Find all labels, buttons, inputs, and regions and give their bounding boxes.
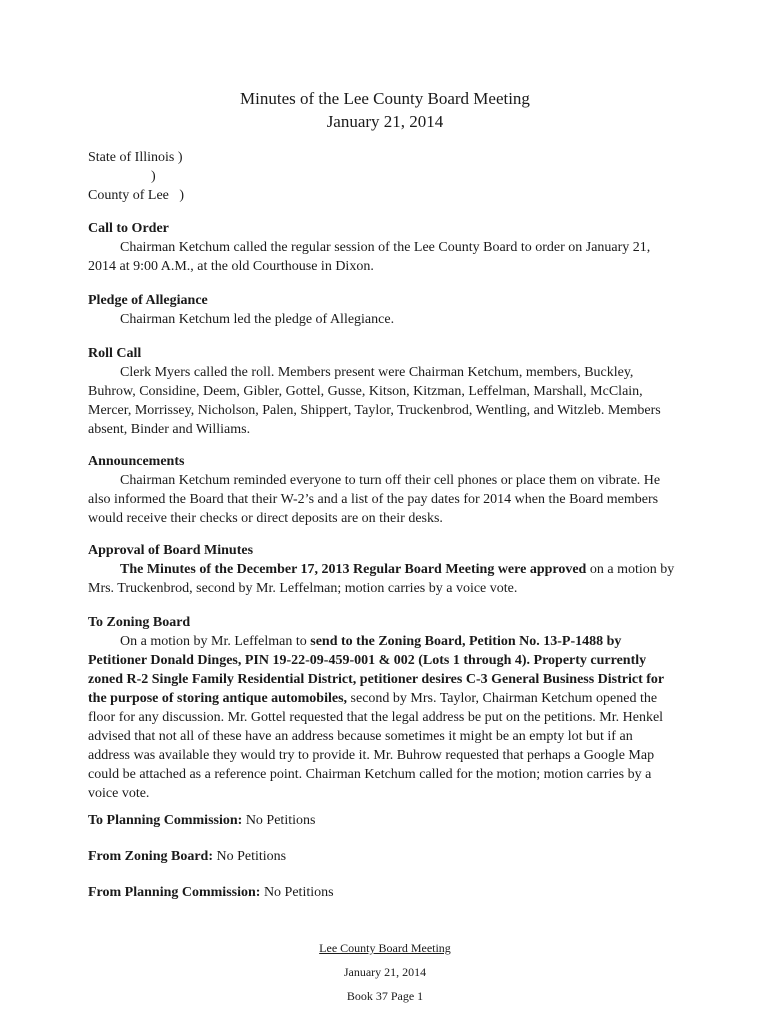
from-zoning-line — [88, 847, 676, 866]
venue-state: State of Illinois ) — [88, 150, 183, 165]
section-heading: To Zoning Board — [88, 615, 191, 630]
section-text: Clerk Myers called the roll. Members present were Chairman Ketchum, members, Buckley, Buhrow, Considine, Deem, Gibler, Gottel, Gusse, Kitson, Kitzman, Leffelman, Marshall, McClain, Mercer, Morrissey, Nicholson, Palen, Shippert, Taylor, Truckenbrod, Wentling, and Witzleb. Members absent, Binder and Williams. — [88, 365, 661, 437]
section-announcements — [88, 452, 676, 528]
venue-county: County of Lee ) — [88, 188, 185, 203]
approval-bold-text: The Minutes of the December 17, 2013 Regular Board Meeting were approved — [120, 562, 587, 577]
from-zoning-label: From Zoning Board: — [88, 849, 213, 864]
section-text — [88, 632, 676, 803]
section-heading: Call to Order — [88, 221, 169, 236]
zoning-rest-text: second by Mrs. Taylor, Chairman Ketchum opened the floor for any discussion. Mr. Gottel requested that the legal address be put on the petitions. Mr. Henkel advised that not all of these have an address because sometimes it might be an empty lot but if an address was available they would try to provide it. Mr. Buhrow requested that perhaps a Google Map could be attached as a reference point. Chairman Ketchum called for the motion; motion carries by a voice vote. — [88, 691, 664, 801]
section-text: Chairman Ketchum reminded everyone to turn off their cell phones or place them on vibrate. He also informed the Board that their W-2’s and a list of the pay dates for 2014 when the Board members would receive their checks or direct deposits are on their desks. — [88, 473, 661, 526]
document-date: January 21, 2014 — [326, 112, 444, 131]
footer-date: January 21, 2014 — [343, 965, 427, 979]
section-text: Chairman Ketchum led the pledge of Allegiance. — [120, 312, 395, 327]
to-planning-value: No Petitions — [242, 813, 316, 828]
zoning-bold-text: send to the Zoning Board, Petition No. 13-P-1488 by Petitioner Donald Dinges, PIN 19-22-09-459-001 & 002 (Lots 1 through 4). Property currently zoned R-2 Single Family Residential District, petitioner desires C-3 General Business District for the purpose of storing antique automobiles, — [88, 634, 664, 706]
section-text: Chairman Ketchum called the regular session of the Lee County Board to order on January 21, 2014 at 9:00 A.M., at the old Courthouse in Dixon. — [88, 240, 651, 274]
section-zoning — [88, 613, 676, 803]
venue-bracket: ) — [88, 169, 156, 184]
section-approval — [88, 541, 676, 598]
to-planning-label: To Planning Commission: — [88, 813, 243, 828]
from-zoning-value: No Petitions — [212, 849, 287, 864]
from-planning-value: No Petitions — [260, 885, 334, 900]
section-heading: Approval of Board Minutes — [88, 543, 254, 558]
to-planning-line — [88, 811, 676, 830]
section-text — [88, 560, 676, 598]
venue-block — [88, 148, 184, 205]
footer-page: Book 37 Page 1 — [346, 989, 424, 1003]
section-heading: Pledge of Allegiance — [88, 293, 208, 308]
zoning-intro-text: On a motion by Mr. Leffelman to — [120, 634, 311, 649]
section-heading: Announcements — [88, 454, 185, 469]
footer-title — [0, 940, 770, 956]
from-planning-label: From Planning Commission: — [88, 885, 261, 900]
from-planning-line — [88, 883, 676, 902]
section-pledge — [88, 291, 676, 329]
section-heading: Roll Call — [88, 346, 142, 361]
footer-title-text: Lee County Board Meeting — [319, 941, 451, 955]
section-roll-call — [88, 344, 676, 439]
section-call-to-order — [88, 219, 676, 276]
document-title: Minutes of the Lee County Board Meeting — [240, 89, 530, 108]
approval-rest-text: on a motion by Mrs. Truckenbrod, second by Mr. Leffelman; motion carries by a voice vote. — [88, 562, 675, 596]
